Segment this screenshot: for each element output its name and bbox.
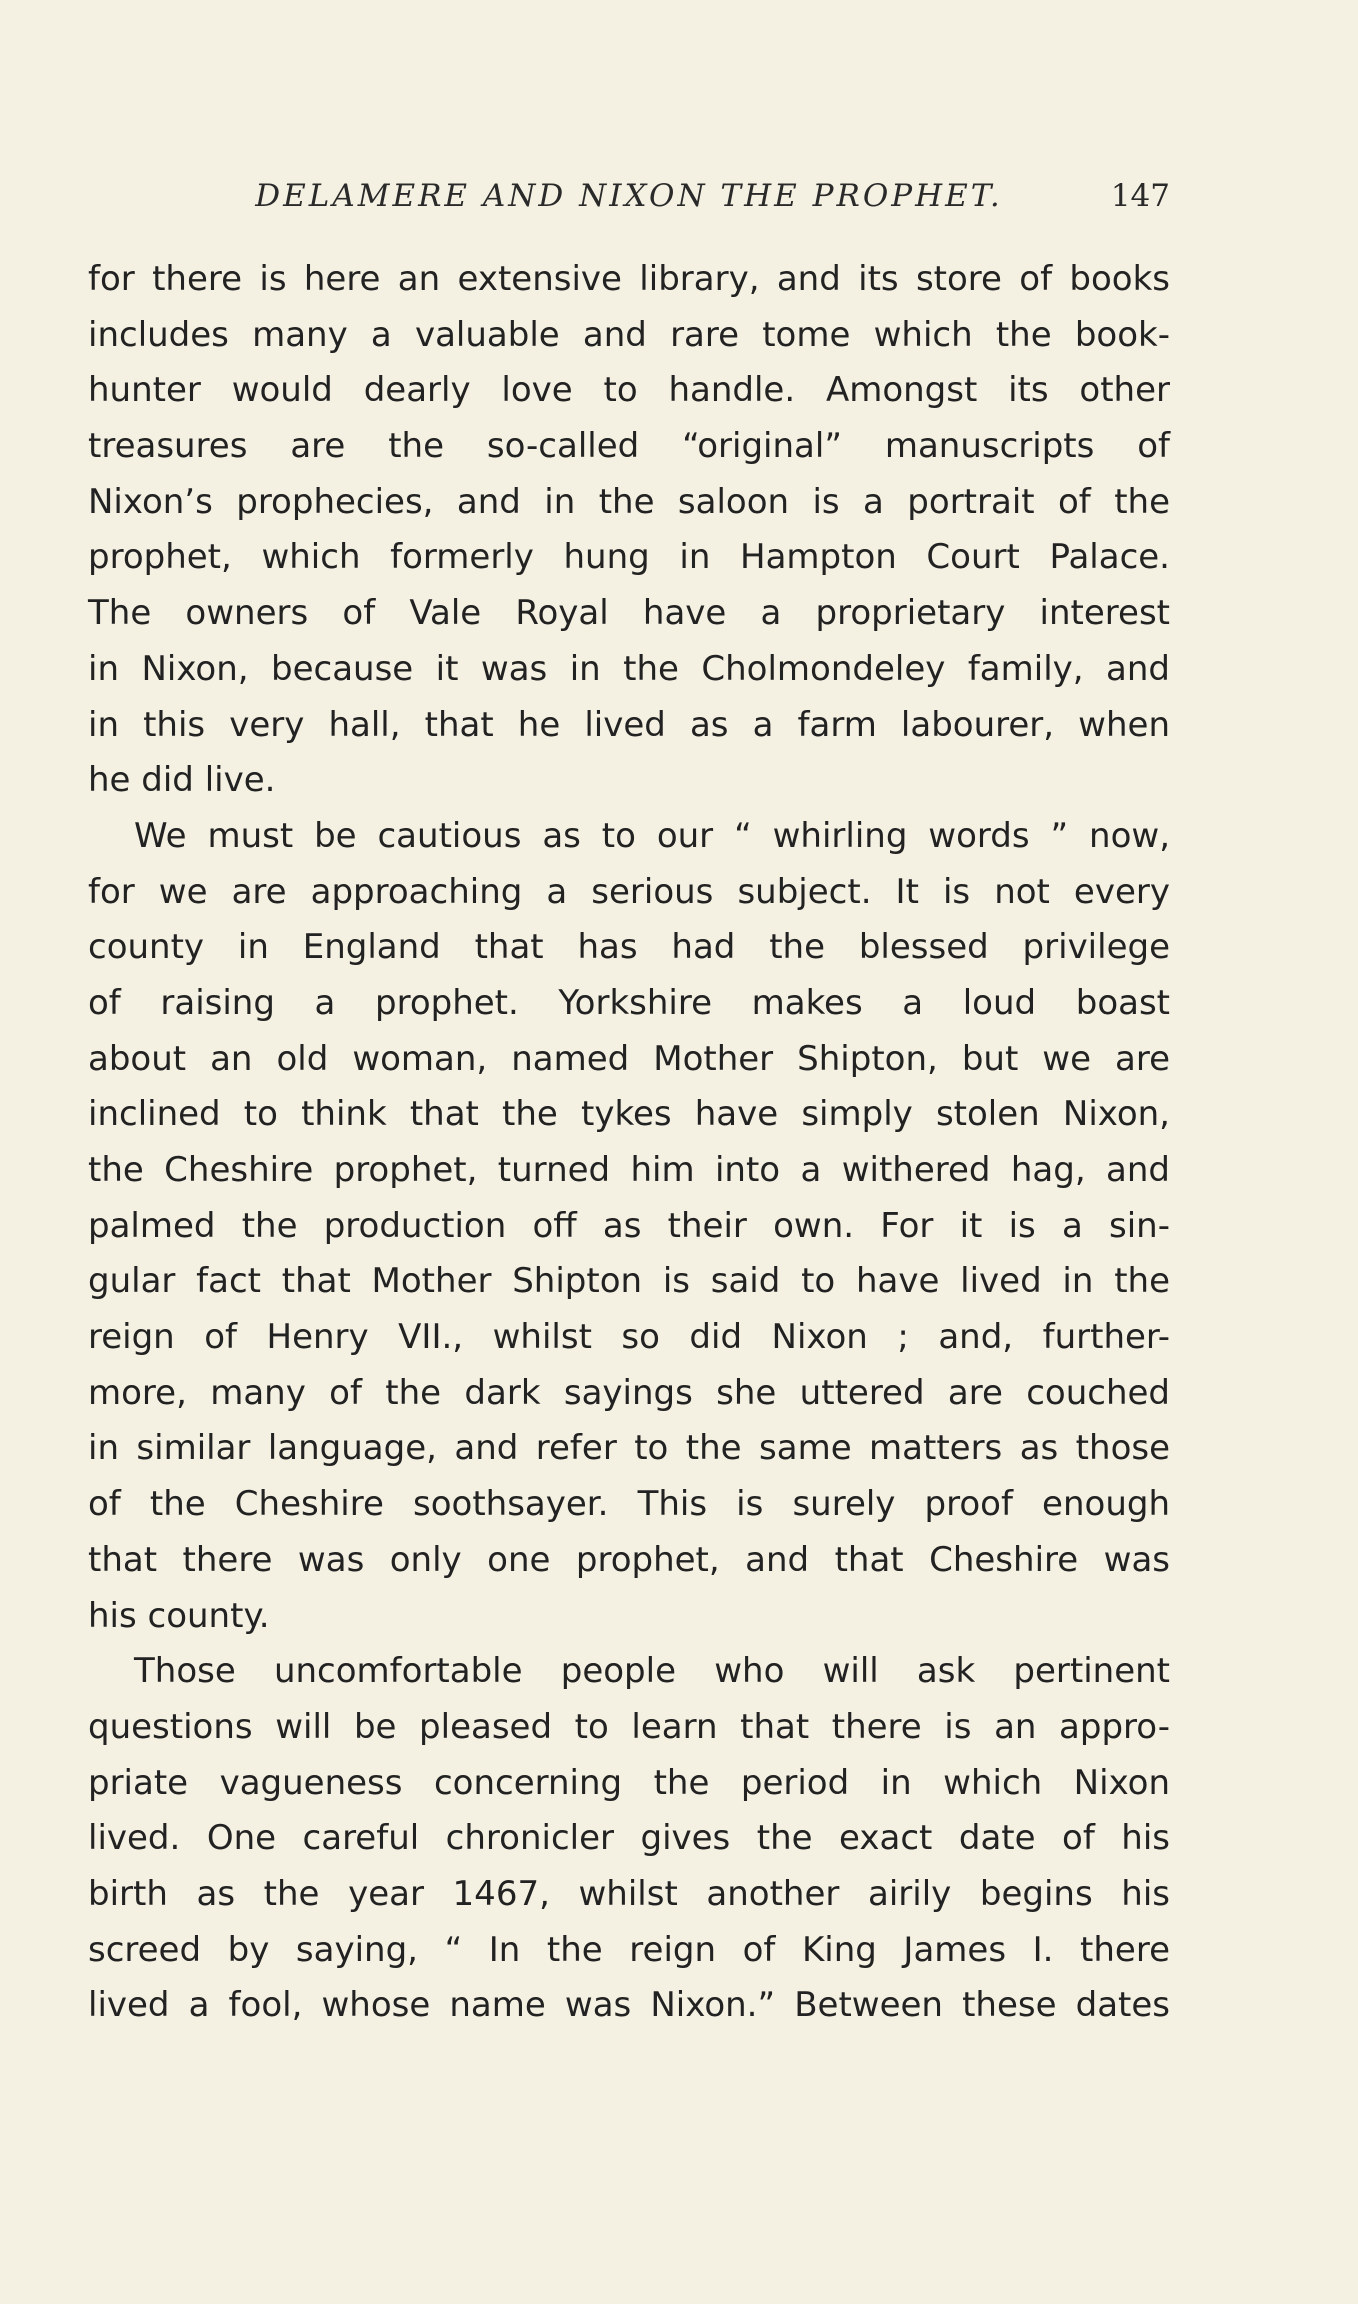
text-line: reign of Henry VII., whilst so did Nixon ; and, further-: [88, 1317, 1170, 1358]
text-line: for we are approaching a serious subject. It is not every: [88, 871, 1170, 912]
text-line: of the Cheshire soothsayer. This is surely proof enough: [88, 1484, 1170, 1525]
text-line: palmed the production off as their own. For it is a sin-: [88, 1205, 1170, 1246]
text-line: Nixon’s prophecies, and in the saloon is a portrait of the: [88, 481, 1170, 522]
text-line: county in England that has had the blessed privilege: [88, 927, 1170, 968]
text-line: in similar language, and refer to the same matters as those: [88, 1428, 1170, 1469]
text-line: his county.: [88, 1595, 270, 1636]
text-line: more, many of the dark sayings she uttered are couched: [88, 1372, 1170, 1413]
text-line: of raising a prophet. Yorkshire makes a loud boast: [88, 982, 1170, 1023]
text-line: inclined to think that the tykes have simply stolen Nixon,: [88, 1094, 1170, 1135]
text-line: gular fact that Mother Shipton is said to have lived in the: [88, 1261, 1170, 1302]
page-number: 147: [1110, 178, 1170, 214]
paragraph-first-line: We must be cautious as to our “ whirling words ” now,: [134, 815, 1170, 856]
text-line: birth as the year 1467, whilst another airily begins his: [88, 1873, 1170, 1914]
paragraph-first-line: Those uncomfortable people who will ask pertinent: [134, 1651, 1170, 1692]
text-line: The owners of Vale Royal have a proprietary interest: [88, 593, 1170, 634]
body-text: [88, 252, 1170, 2034]
text-line: priate vagueness concerning the period in which Nixon: [88, 1762, 1170, 1803]
text-line: in this very hall, that he lived as a farm labourer, when: [88, 704, 1170, 745]
text-line: screed by saying, “ In the reign of King James I. there: [88, 1929, 1170, 1970]
text-line: lived a fool, whose name was Nixon.” Between these dates: [88, 1985, 1170, 2026]
text-line: in Nixon, because it was in the Cholmondeley family, and: [88, 648, 1170, 689]
text-line: the Cheshire prophet, turned him into a withered hag, and: [88, 1150, 1170, 1190]
text-line: for there is here an extensive library, and its store of books: [88, 259, 1170, 299]
running-title: DELAMERE AND NIXON THE PROPHET.: [255, 178, 1003, 214]
text-line: he did live.: [88, 760, 276, 801]
text-line: treasures are the so-called “original” manuscripts of: [88, 426, 1170, 467]
text-line: about an old woman, named Mother Shipton, but we are: [88, 1038, 1170, 1079]
page-header: [88, 174, 1170, 224]
text-line: that there was only one prophet, and that Cheshire was: [88, 1539, 1170, 1580]
text-line: lived. One careful chronicler gives the exact date of his: [88, 1818, 1170, 1859]
text-line: prophet, which formerly hung in Hampton Court Palace.: [88, 537, 1170, 578]
text-line: hunter would dearly love to handle. Amongst its other: [88, 370, 1170, 411]
text-line: includes many a valuable and rare tome which the book-: [88, 314, 1170, 355]
text-line: questions will be pleased to learn that there is an appro-: [88, 1706, 1170, 1747]
